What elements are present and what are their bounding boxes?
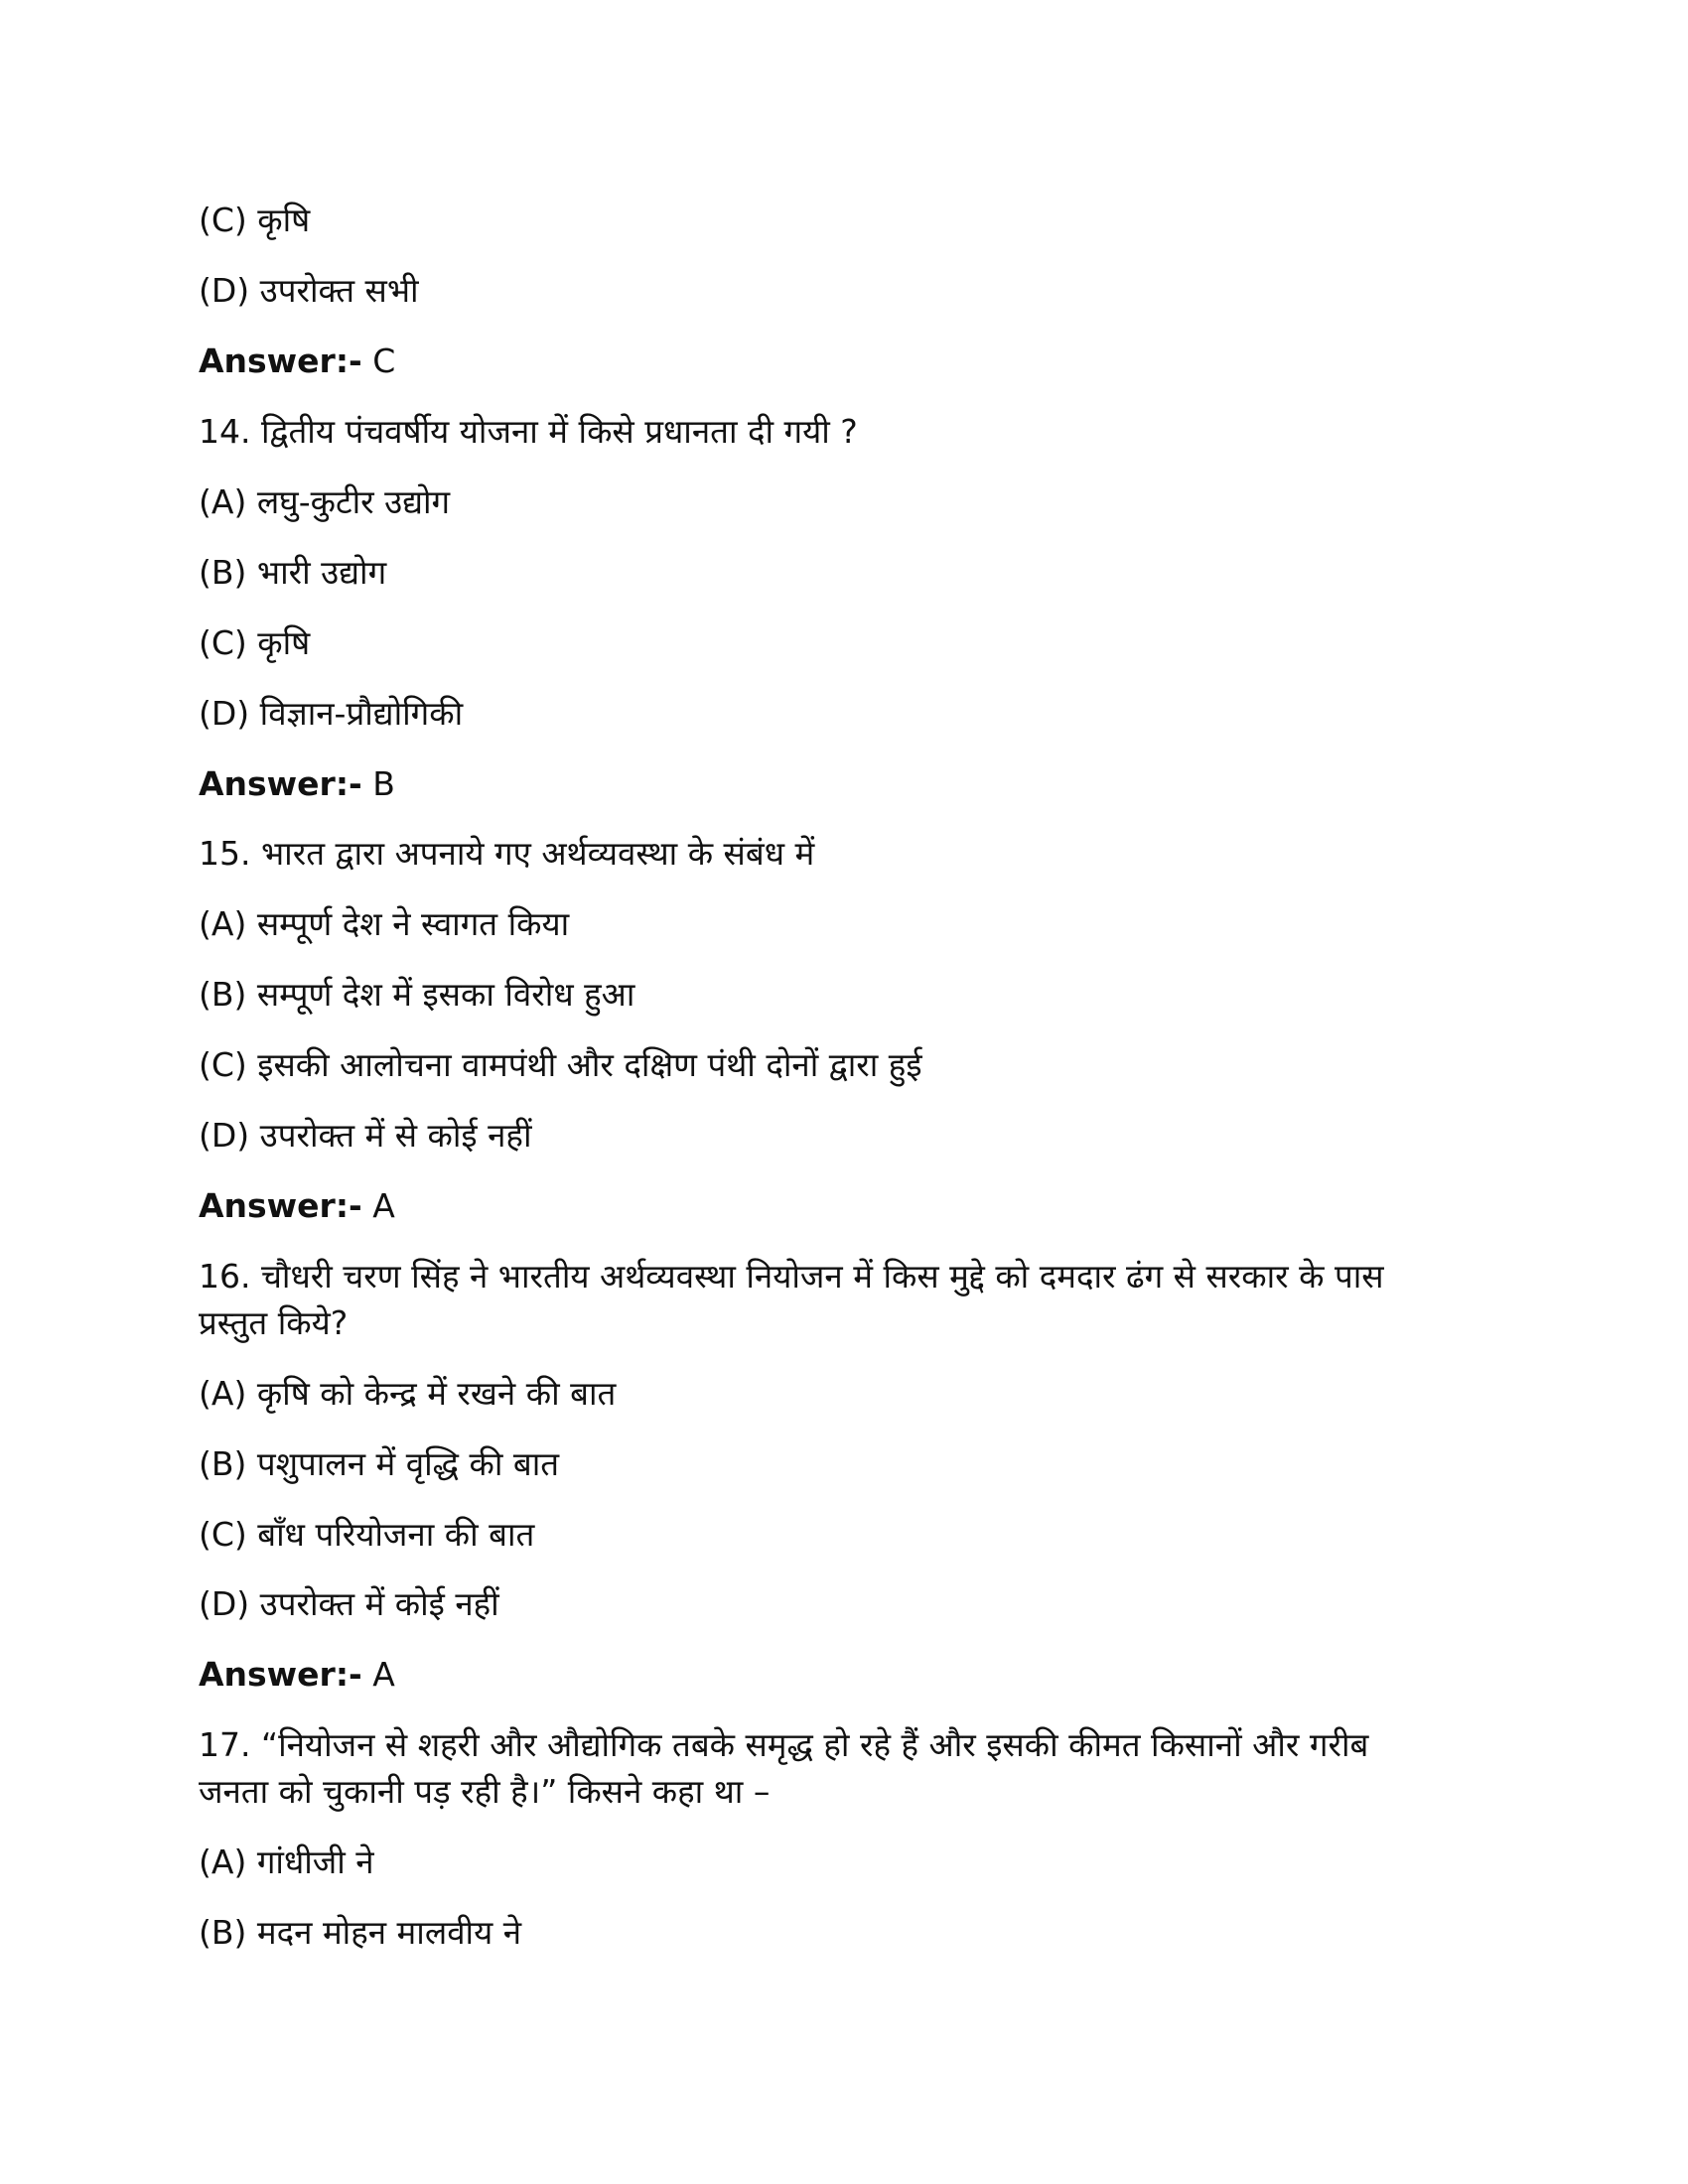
answer-line xyxy=(199,1182,395,1230)
option-d: (D) उपरोक्त सभी xyxy=(199,271,419,310)
option-c: (C) कृषि xyxy=(199,623,311,662)
question-text-continued: जनता को चुकानी पड़ रही है।” किसने कहा था – xyxy=(199,1772,771,1811)
option-a: (A) गांधीजी ने xyxy=(199,1843,374,1881)
question-text: 14. द्वितीय पंचवर्षीय योजना में किसे प्रधानता दी गयी ? xyxy=(199,412,858,451)
answer-line xyxy=(199,1651,395,1699)
answer-line xyxy=(199,760,395,808)
answer-value: C xyxy=(361,341,396,380)
option-c: (C) कृषि xyxy=(199,201,311,239)
option-c: (C) बाँध परियोजना की बात xyxy=(199,1515,535,1554)
option-b: (B) भारी उद्योग xyxy=(199,553,387,592)
option-a: (A) कृषि को केन्द्र में रखने की बात xyxy=(199,1374,617,1413)
answer-value: B xyxy=(361,764,395,803)
answer-value: A xyxy=(361,1186,395,1225)
option-c: (C) इसकी आलोचना वामपंथी और दक्षिण पंथी दोनों द्वारा हुई xyxy=(199,1045,922,1084)
option-b: (B) मदन मोहन मालवीय ने xyxy=(199,1913,522,1952)
answer-label: Answer:- xyxy=(199,764,362,803)
answer-line xyxy=(199,338,395,385)
option-b: (B) सम्पूर्ण देश में इसका विरोध हुआ xyxy=(199,975,635,1014)
answer-label: Answer:- xyxy=(199,1655,362,1694)
option-a: (A) लघु-कुटीर उद्योग xyxy=(199,482,451,521)
option-d: (D) उपरोक्त में कोई नहीं xyxy=(199,1584,499,1623)
answer-label: Answer:- xyxy=(199,1186,362,1225)
question-text: 15. भारत द्वारा अपनाये गए अर्थव्यवस्था के संबंध में xyxy=(199,834,815,873)
option-d: (D) विज्ञान-प्रौद्योगिकी xyxy=(199,694,464,733)
answer-label: Answer:- xyxy=(199,341,362,380)
answer-value: A xyxy=(361,1655,395,1694)
option-a: (A) सम्पूर्ण देश ने स्वागत किया xyxy=(199,904,570,943)
question-text-continued: प्रस्तुत किये? xyxy=(199,1303,349,1342)
question-text: 17. “नियोजन से शहरी और औद्योगिक तबके समृद्ध हो रहे हैं और इसकी कीमत किसानों और गरीब xyxy=(199,1725,1369,1764)
option-b: (B) पशुपालन में वृद्धि की बात xyxy=(199,1444,560,1483)
option-d: (D) उपरोक्त में से कोई नहीं xyxy=(199,1116,532,1155)
question-text: 16. चौधरी चरण सिंह ने भारतीय अर्थव्यवस्था नियोजन में किस मुद्दे को दमदार ढंग से सरकार के पास xyxy=(199,1257,1384,1296)
